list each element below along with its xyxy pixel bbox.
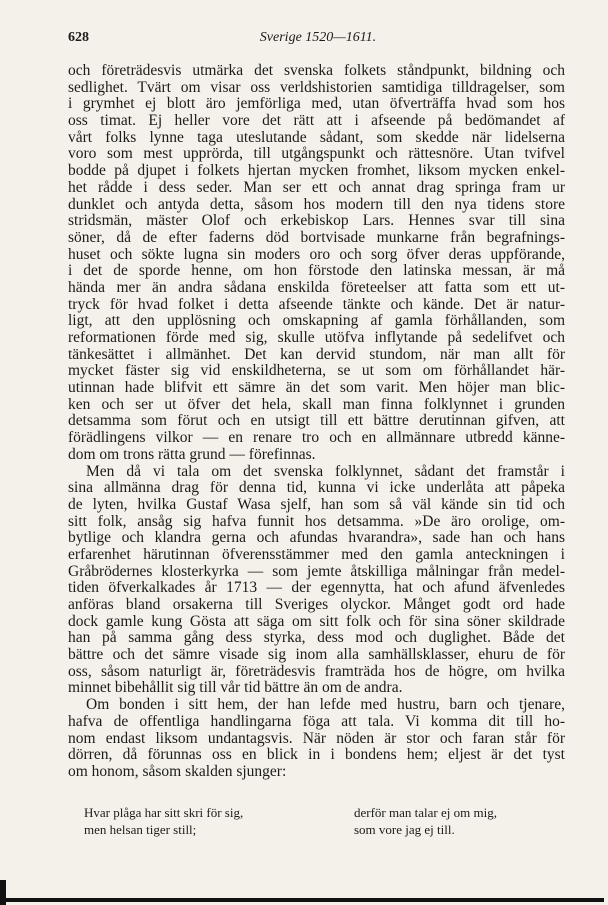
text-line: vårt folks lynne taga uteslutande sådant, som skedde när lidelserna [68, 129, 565, 146]
text-line: tryck för hvad folket i detta afseende tänkte och kände. Det är natur- [68, 296, 565, 313]
text-line: bodde på djupet i folkets hjertan mycken fromhet, liksom mycken enkel- [68, 163, 565, 180]
verse-line: derför man talar ej om mig, [354, 805, 497, 820]
text-line: han på samma gång dess styrka, dess mod och duglighet. Både det [68, 630, 565, 647]
text-line: ken och ser ut öfver det hela, skall man finna folklynnet i grunden [68, 396, 565, 413]
verse-line: Hvar plåga har sitt skri för sig, [84, 805, 244, 820]
verse-line: men helsan tiger still; [84, 822, 197, 837]
page-number: 628 [68, 30, 89, 45]
text-line: Men då vi tala om det svenska folklynnet, sådant det framstår i [86, 463, 565, 480]
text-line: tänkesättet i allmänhet. Det kan dervid stundom, när man allt för [68, 346, 565, 363]
text-line: oss, såsom naturligt är, företrädesvis framträda hos de högre, om hvilka [68, 663, 565, 680]
text-line: tiden öfverkalkades år 1713 — der egennytta, hat och afund äfvenledes [68, 580, 565, 597]
text-line: stridsmän, mäster Olof och erkebiskop Lars. Hennes svar till sina [68, 213, 565, 230]
running-title: Sverige 1520—1611. [259, 30, 377, 45]
text-line: Om bonden i sitt hem, der han lefde med hustru, barn och tjenare, [86, 697, 565, 714]
verse-line: som vore jag ej till. [354, 822, 455, 837]
text-line: sedlighet. Tvärt om visar oss verldshistorien samtidiga tilldragelser, som [68, 79, 565, 96]
text-line: nom endast liksom undantagsvis. När nöden är stor och faran står för [68, 730, 565, 747]
text-line: minnet bibehållit sig till vår tid bättre än om de andra. [68, 680, 403, 697]
text-line: ligt, att den upplösning och omskapning af gamla förhållanden, som [68, 313, 565, 330]
verse-right-column [354, 804, 497, 838]
text-line: reformationen förde med sig, skulle utöfva inflytande på sedelifvet och [68, 330, 565, 346]
text-line: dom om trons rätta grund — förefinnas. [68, 446, 316, 463]
text-line: huset och sökte lugna sin moders oro och sorg öfver deras uppförande, [68, 246, 565, 263]
scan-bottom-rule [4, 898, 604, 902]
text-line: bättre och det sämre visade sig inom alla samhällsklasser, ehuru de för [68, 647, 565, 664]
text-line: oss timat. Ej heller vore det rätt att i afseende på bedömandet af [68, 113, 565, 130]
verse-left-column [84, 804, 243, 838]
paragraph [68, 464, 565, 698]
text-line: sitt folk, ansåg sig hafva funnit hos detsamma. »De äro orolige, om- [68, 513, 565, 530]
paragraph [68, 63, 565, 464]
text-line: sina allmänna drag för denna tid, kunna vi icke underlåta att påpeka [68, 480, 565, 497]
text-line: bytlige och klandra gerna och afundas hvarandra», sade han och hans [68, 530, 565, 547]
page-header [68, 30, 568, 50]
text-line: hafva de offentliga handlingarna föga att tala. Vi komma dit till ho- [68, 713, 565, 730]
text-line: Gråbrödernes klosterkyrka — som jemte åtskilliga målningar från medel- [68, 563, 565, 580]
text-line: om honom, såsom skalden sjunger: [68, 763, 287, 780]
text-line: i grymhet ej blott äro jemförliga med, utan öfverträffa hvad som hos [68, 96, 565, 113]
text-line: de lyten, hvilka Gustaf Wasa sjelf, han som så väl kände sin tid och [68, 496, 565, 513]
text-line: dörren, då förunnas oss en blick in i bondens hem; eljest är det tyst [68, 747, 565, 764]
paragraph [68, 697, 565, 780]
text-line: mycket fäster sig vid enskildheterna, se ut som om förhållandet här- [68, 363, 565, 380]
text-line: dunklet och antyda detta, såsom hos modern till den nya tidens store [68, 196, 565, 213]
text-line: voro som mest upprörda, till utgångspunkt och rättesnöre. Utan tvifvel [68, 146, 565, 163]
text-line: utinnan hade blifvit ett sämre än det som varit. Men höjer man blic- [68, 380, 565, 397]
text-line: förädlingens vilkor — en renare tro och en allmännare utbredd känne- [68, 430, 565, 447]
text-line: dock gamle kung Gösta att säga om sitt folk och för sina söner skildrade [68, 613, 565, 630]
text-line: het rådde i dess seder. Man ser ett och annat drag springa fram ur [68, 179, 565, 196]
text-line: söner, då de efter faderns död bortvisade munkarne från begrafnings- [68, 229, 565, 246]
text-line: anföras bland orsakerna till Sveriges olyckor. Månget godt ord hade [68, 597, 565, 613]
text-line: i det de sporde henne, om hon förstode den latinska messan, är må [68, 263, 565, 280]
body-text [68, 63, 565, 781]
text-line: detsamma som förut och en utsigt till ett bättre derutinnan gifven, att [68, 413, 565, 430]
text-line: erfarenhet härutinnan öfverensstämmer med den gamla anteckningen i [68, 546, 565, 563]
text-line: och företrädesvis utmärka det svenska folkets ståndpunkt, bildning och [68, 63, 565, 79]
text-line: hända mer än andra sådana enskilda företeelser att fatta som ett ut- [68, 279, 565, 296]
